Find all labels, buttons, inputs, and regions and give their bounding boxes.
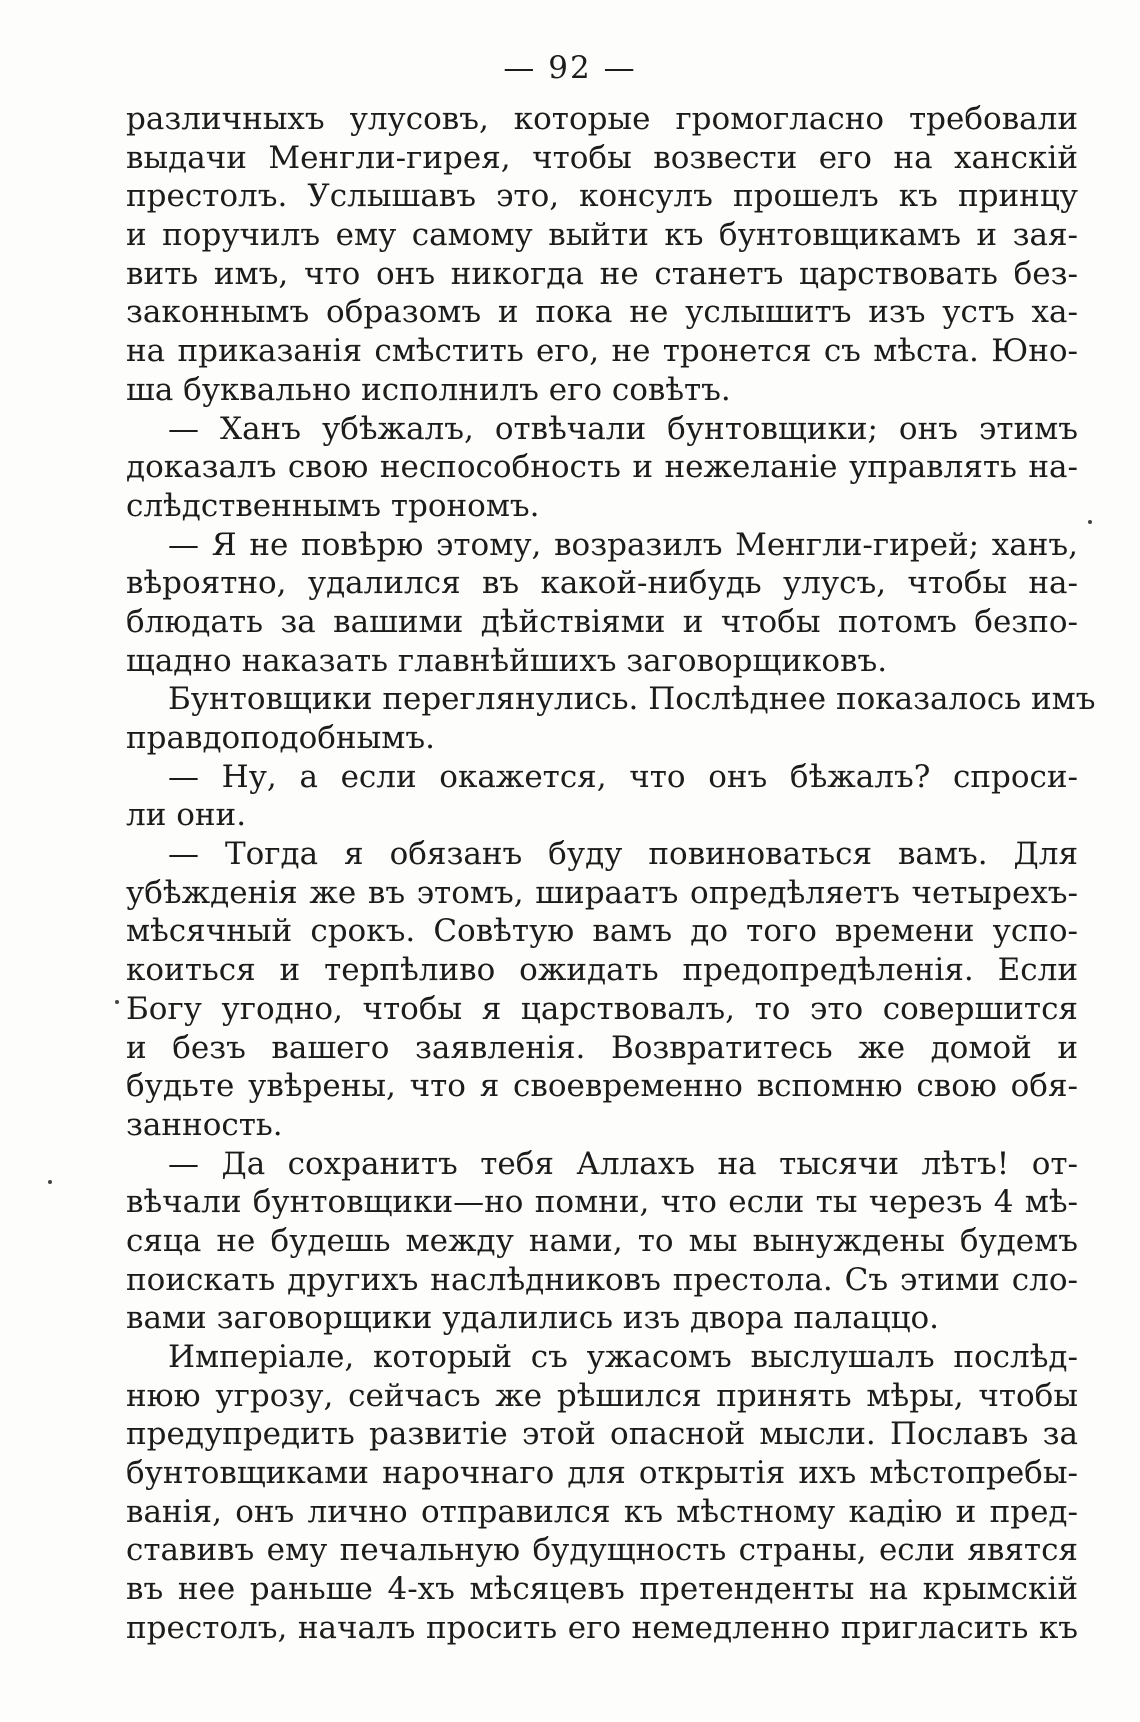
scan-speck [115,1000,119,1004]
text-line: законнымъ образомъ и пока не услышитъ изъ устъ ха- [126,294,1078,331]
text-line: блюдать за вашими дѣйствіями и чтобы потомъ безпо- [126,603,1078,640]
paragraph [126,100,1078,410]
text-line: ставивъ ему печальную будущность страны, если явятся [126,1532,1078,1569]
scan-speck [48,1180,52,1184]
scan-speck [1088,520,1092,524]
paragraph [126,758,1078,835]
text-line: поискать другихъ наслѣдниковъ престола. Съ этими сло- [126,1261,1078,1298]
text-line: различныхъ улусовъ, которые громогласно требовали [126,101,1078,137]
text-line: — Да сохранитъ тебя Аллахъ на тысячи лѣтъ! от- [168,1145,1078,1182]
text-line: вами заговорщики удалились изъ двора палаццо. [126,1300,940,1337]
text-line: коиться и терпѣливо ожидать предопредѣленія. Если [126,952,1078,989]
text-line: — Я не повѣрю этому, возразилъ Менгли-гирей; ханъ, [168,526,1078,563]
text-line: — Ханъ убѣжалъ, отвѣчали бунтовщики; онъ этимъ [168,410,1078,447]
text-line: ванія, онъ лично отправился къ мѣстному кадію и пред- [126,1493,1078,1530]
paragraph [126,1338,1078,1648]
text-line: будьте увѣрены, что я своевременно вспомню свою обя- [126,1068,1078,1105]
text-line: бунтовщиками нарочнаго для открытія ихъ мѣстопребы- [126,1455,1078,1492]
paragraph [126,526,1078,681]
page-number: — 92 — [503,50,637,86]
text-line: ли они. [126,797,247,834]
text-line: и безъ вашего заявленія. Возвратитесь же домой и [126,1029,1078,1066]
text-line: сяца не будешь между нами, то мы вынуждены будемъ [126,1222,1078,1259]
body-text [126,100,1096,1648]
text-line: выдачи Менгли-гирея, чтобы возвести его на ханскій [126,139,1078,176]
paragraph [126,680,1096,757]
paragraph [126,1145,1078,1338]
text-line: правдоподобнымъ. [126,720,435,756]
text-line: Имперіале, который съ ужасомъ выслушалъ послѣд- [168,1339,1078,1375]
text-line: на приказанія смѣстить его, не тронется съ мѣста. Юно- [126,333,1078,370]
text-line: вѣчали бунтовщики—но помни, что если ты черезъ 4 мѣ- [126,1184,1078,1221]
text-line: ша буквально исполнилъ его совѣтъ. [126,371,731,408]
text-line: предупредить развитіе этой опасной мысли. Пославъ за [126,1416,1078,1453]
text-line: вить имъ, что онъ никогда не станетъ царствовать без- [126,255,1078,292]
paragraph [126,835,1078,1145]
text-line: нюю угрозу, сейчасъ же рѣшился принять мѣры, чтобы [126,1377,1078,1414]
paragraph [126,410,1078,526]
text-line: вѣроятно, удалился въ какой-нибудь улусъ, чтобы на- [126,565,1078,602]
text-line: престолъ. Услышавъ это, консулъ прошелъ къ принцу [126,178,1078,215]
text-line: мѣсячный срокъ. Совѣтую вамъ до того времени успо- [126,913,1078,950]
text-line: щадно наказать главнѣйшихъ заговорщиковъ. [126,642,888,679]
text-line: слѣдственнымъ трономъ. [126,487,540,524]
text-line: — Ну, а если окажется, что онъ бѣжалъ? спроси- [168,758,1078,795]
text-line: и поручилъ ему самому выйти къ бунтовщикамъ и зая- [126,217,1078,254]
text-line: — Тогда я обязанъ буду повиноваться вамъ. Для [168,836,1078,873]
text-line: Бунтовщики переглянулись. Послѣднее показалось имъ [168,681,1096,718]
text-line: убѣжденія же въ этомъ, шираатъ опредѣляетъ четырехъ- [126,874,1078,911]
text-line: занность. [126,1106,283,1143]
text-line: въ нее раньше 4-хъ мѣсяцевъ претенденты на крымскій [126,1571,1078,1608]
text-line: престолъ, началъ просить его немедленно пригласить къ [126,1609,1078,1646]
text-line: Богу угодно, чтобы я царствовалъ, то это совершится [126,990,1078,1027]
text-line: доказалъ свою неспособность и нежеланіе управлять на- [126,449,1078,486]
